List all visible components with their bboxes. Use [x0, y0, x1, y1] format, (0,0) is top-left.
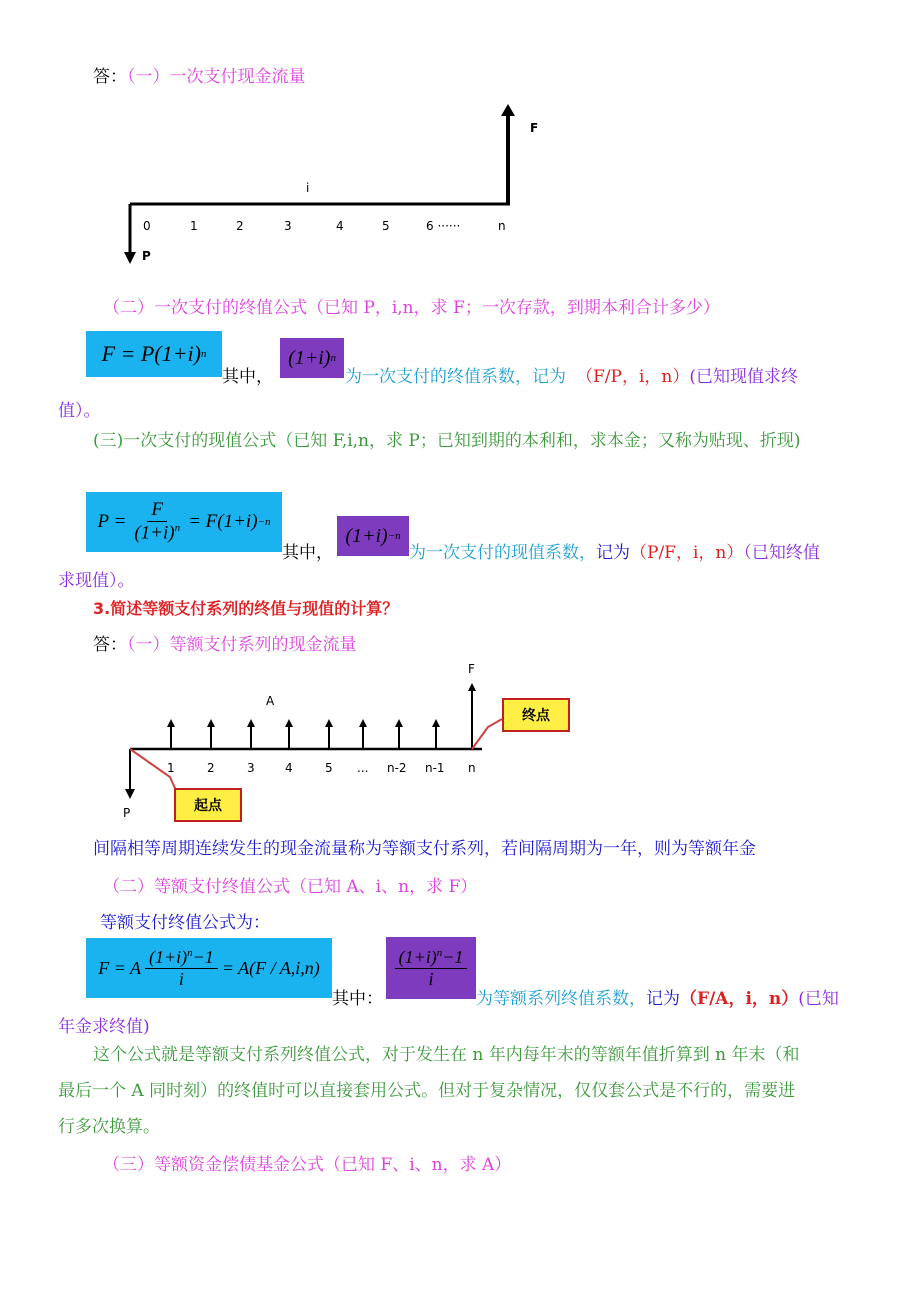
formula-3-description: 为等额系列终值系数，记为（F/A，i，n）(已知 — [476, 989, 839, 1009]
answer-line-3: 答：（一）等额支付系列的现金流量 — [93, 635, 357, 655]
formula-2-tail: 求现值）。 — [58, 571, 135, 591]
uniform-series-definition: 间隔相等周期连续发生的现金流量称为等额支付系列，若间隔周期为一年，则为等额年金 — [93, 839, 756, 859]
formula-2-description: 为一次支付的现值系数，记为（P/F，i，n）（已知终值 — [409, 543, 820, 563]
annuity-arrows — [171, 689, 472, 749]
label-i: i — [306, 181, 310, 195]
question-3-title: 3.简述等额支付系列的终值与现值的计算？ — [93, 599, 399, 618]
answer-prefix: 答： — [93, 67, 127, 87]
svg-text:n: n — [468, 761, 476, 775]
end-point-tag: 终点 — [502, 698, 570, 732]
formula-present-value: P = $\frac{F}{(1+i)^n}$ = F(1+i) −n — [86, 492, 282, 552]
svg-text:1: 1 — [167, 761, 175, 775]
paragraph-line-2: 最后一个 A 同时刻）的终值时可以直接套用公式。但对于复杂情况，仅仅套公式是不行的，需要进 — [58, 1081, 796, 1101]
svg-text:5: 5 — [325, 761, 333, 775]
label-A: A — [266, 694, 275, 708]
tick-label: n — [498, 219, 506, 233]
formula-3-tail: 年金求终值) — [58, 1017, 150, 1037]
formula-1-tail: 值）。 — [58, 401, 101, 421]
tick-label: 6 ······ — [426, 219, 461, 233]
formula-future-value: F = P(1+i) n — [86, 331, 222, 377]
label-F: F — [468, 662, 475, 676]
answer-line-1 — [93, 62, 306, 87]
formula-mid-text: 其中， — [282, 543, 333, 563]
section-4-title: （二）等额支付终值公式（已知 A、i、n，求 F） — [103, 877, 478, 897]
label-P: P — [142, 249, 151, 263]
tick-label: 5 — [382, 219, 390, 233]
svg-text:3: 3 — [247, 761, 255, 775]
tick-label: 0 — [143, 219, 151, 233]
tick-label: 1 — [190, 219, 198, 233]
svg-text:4: 4 — [285, 761, 293, 775]
formula-annuity-future-value: F = A $\frac{(1+i)^n-1}{i}$ = A(F / A,i,n) — [86, 938, 332, 998]
paragraph-line-3: 行多次换算。 — [58, 1117, 160, 1137]
section-title: （一）一次支付现金流量 — [127, 67, 306, 87]
end-pointer — [472, 719, 502, 749]
formula-1-description: 为一次支付的终值系数，记为 （F/P，i，n）(已知现值求终 — [345, 367, 798, 387]
formula-fv-factor: (1+i) n — [280, 338, 344, 378]
section-2-title: （二）一次支付的终值公式（已知 P，i,n，求 F；一次存款，到期本利合计多少） — [103, 298, 720, 318]
paragraph-line-1: 这个公式就是等额支付系列终值公式，对于发生在 n 年内每年末的等额年值折算到 n 年末（和 — [93, 1045, 800, 1065]
tick-label: 2 — [236, 219, 244, 233]
formula-annuity-fv-factor: $\frac{(1+i)^n-1}{i}$ — [386, 937, 476, 999]
formula-pv-factor: (1+i) −n — [337, 516, 409, 556]
tick-label: 3 — [284, 219, 292, 233]
start-point-tag: 起点 — [174, 788, 242, 822]
section-4-subtitle: 等额支付终值公式为： — [100, 913, 270, 933]
formula-mid-text: 其中， — [222, 367, 273, 387]
label-P: P — [123, 806, 131, 820]
label-F: F — [530, 121, 539, 135]
formula-mid-text: 其中： — [332, 989, 383, 1009]
svg-text:n-2: n-2 — [387, 761, 407, 775]
section-5-title: （三）等额资金偿债基金公式（已知 F、i、n，求 A） — [103, 1155, 512, 1175]
tick-label: 4 — [336, 219, 344, 233]
svg-text:...: ... — [357, 761, 369, 775]
section-3-title: (三)一次支付的现值公式（已知 F,i,n，求 P；已知到期的本利和，求本金；又称为贴现、折现) — [93, 431, 801, 451]
svg-text:2: 2 — [207, 761, 215, 775]
svg-text:n-1: n-1 — [425, 761, 445, 775]
single-payment-cashflow-diagram — [110, 100, 540, 270]
